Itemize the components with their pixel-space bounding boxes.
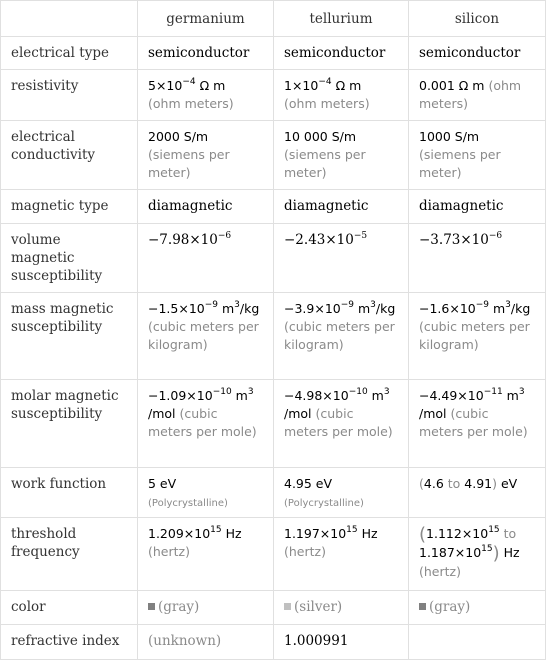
unit-description: (cubic meters per kilogram): [419, 319, 530, 352]
value-exponent: −9: [204, 300, 219, 310]
cell-germanium: [138, 293, 274, 380]
row-label: threshold frequency: [1, 518, 138, 591]
cell-silicon: [409, 518, 546, 591]
value: 4.95 eV: [284, 476, 333, 491]
value: (unknown): [148, 633, 222, 649]
cell-tellurium: 1.000991: [274, 625, 409, 660]
unit-description: (cubic meters per mole): [148, 406, 257, 439]
value-unit: Hz: [221, 526, 242, 541]
value-unit: m: [502, 388, 519, 403]
cell-germanium: [138, 468, 274, 518]
cell-silicon: [409, 591, 546, 625]
value-unit: Ω m: [195, 78, 226, 93]
value-exponent: −6: [488, 231, 503, 241]
value-unit: m: [218, 301, 235, 316]
value-mantissa: −1.5×10: [148, 301, 205, 316]
unit-exponent: 3: [505, 300, 511, 310]
value-exponent: −11: [483, 387, 503, 397]
unit-description: (cubic meters per kilogram): [284, 319, 395, 352]
range-close-paren: ): [492, 543, 500, 564]
cell-tellurium: [274, 591, 409, 625]
cell-silicon: [409, 625, 546, 660]
cell-germanium: [138, 70, 274, 121]
row-label: work function: [1, 468, 138, 518]
value-mantissa: 5×10: [148, 78, 183, 93]
range-separator: to: [443, 476, 465, 491]
range-close-paren: ): [492, 476, 498, 491]
cell-silicon: [409, 224, 546, 293]
value-unit: m: [367, 388, 384, 403]
value: 10 000 S/m: [284, 129, 357, 144]
header-corner: [1, 1, 138, 37]
unit-description: (hertz): [419, 564, 461, 579]
row-label: color: [1, 591, 138, 625]
value-mantissa: −1.6×10: [419, 301, 476, 316]
unit-description: (ohm meters): [284, 96, 370, 111]
range-separator: to: [499, 526, 517, 541]
value-mantissa: 1×10: [284, 78, 319, 93]
cell-tellurium: [274, 121, 409, 190]
unit-description: (hertz): [148, 544, 190, 559]
value-note: (Polycrystalline): [148, 498, 228, 509]
header-row: [1, 1, 546, 37]
cell-silicon: diamagnetic: [409, 190, 546, 224]
value-unit-denominator: /mol: [419, 406, 447, 421]
range-open-paren: (: [419, 476, 424, 491]
row-label: volume magnetic susceptibility: [1, 224, 138, 293]
cell-germanium: diamagnetic: [138, 190, 274, 224]
cell-germanium: [138, 518, 274, 591]
value-unit: m: [231, 388, 248, 403]
header-tellurium: tellurium: [274, 1, 409, 37]
row-electrical-type: [1, 37, 546, 70]
row-label: molar magnetic susceptibility: [1, 380, 138, 468]
color-swatch: [419, 603, 426, 610]
row-molar-magnetic-susceptibility: [1, 380, 546, 468]
row-electrical-conductivity: [1, 121, 546, 190]
value-mantissa: −3.73×10: [419, 232, 489, 248]
cell-silicon: [409, 468, 546, 518]
cell-germanium: semiconductor: [138, 37, 274, 70]
unit-exponent: 3: [518, 387, 525, 397]
unit-description: (ohm meters): [419, 78, 522, 111]
unit-description: (cubic meters per mole): [284, 406, 393, 439]
unit-description: (siemens per meter): [284, 147, 366, 180]
cell-silicon: [409, 121, 546, 190]
unit-exponent: 3: [234, 300, 240, 310]
value: 2000 S/m: [148, 129, 209, 144]
color-name: (gray): [429, 599, 471, 615]
row-label: mass magnetic susceptibility: [1, 293, 138, 380]
value-unit-denominator: /kg: [510, 301, 531, 316]
value: 5 eV: [148, 476, 177, 491]
range-high-mantissa: 1.187×10: [419, 545, 482, 560]
cell-silicon: semiconductor: [409, 37, 546, 70]
cell-silicon: [409, 70, 546, 121]
value-exponent: −9: [475, 300, 490, 310]
row-label: resistivity: [1, 70, 138, 121]
value-unit-denominator: /mol: [148, 406, 176, 421]
value-exponent: 15: [346, 525, 358, 535]
color-name: (gray): [158, 599, 200, 615]
cell-tellurium: [274, 70, 409, 121]
color-swatch: [148, 603, 155, 610]
row-volume-magnetic-susceptibility: [1, 224, 546, 293]
value-unit-denominator: /kg: [375, 301, 396, 316]
cell-tellurium: diamagnetic: [274, 190, 409, 224]
cell-silicon: [409, 380, 546, 468]
header-germanium: germanium: [138, 1, 274, 37]
range-low: 4.6: [423, 476, 444, 491]
unit-exponent: 3: [370, 300, 376, 310]
row-mass-magnetic-susceptibility: [1, 293, 546, 380]
unit-description: (ohm meters): [148, 96, 234, 111]
cell-germanium: [138, 380, 274, 468]
cell-tellurium: [274, 224, 409, 293]
value-exponent: −10: [212, 387, 232, 397]
value-mantissa: 1.209×10: [148, 526, 211, 541]
value-mantissa: −2.43×10: [284, 232, 354, 248]
value-mantissa: −1.09×10: [148, 388, 213, 403]
row-color: [1, 591, 546, 625]
cell-germanium: [138, 224, 274, 293]
cell-tellurium: semiconductor: [274, 37, 409, 70]
unit-description: (siemens per meter): [148, 147, 230, 180]
cell-tellurium: [274, 380, 409, 468]
cell-germanium: [138, 121, 274, 190]
unit-exponent: 3: [383, 387, 390, 397]
color-name: (silver): [294, 599, 343, 615]
value-exponent: −4: [182, 77, 196, 87]
row-label: electrical conductivity: [1, 121, 138, 190]
value-unit: Ω m: [331, 78, 362, 93]
unit-description: (cubic meters per mole): [419, 406, 528, 439]
value-unit: eV: [497, 476, 518, 491]
value-exponent: −6: [217, 231, 232, 241]
row-label: electrical type: [1, 37, 138, 70]
value-unit-denominator: /mol: [284, 406, 312, 421]
range-low-mantissa: 1.112×10: [426, 526, 489, 541]
unit-description: (siemens per meter): [419, 147, 501, 180]
header-silicon: silicon: [409, 1, 546, 37]
value-mantissa: −4.98×10: [284, 388, 349, 403]
range-low-exponent: 15: [488, 525, 500, 535]
value-unit: m: [489, 301, 506, 316]
range-high-exponent: 15: [481, 544, 493, 554]
row-resistivity: [1, 70, 546, 121]
unit-description: (hertz): [284, 544, 326, 559]
cell-tellurium: [274, 293, 409, 380]
row-work-function: [1, 468, 546, 518]
row-magnetic-type: [1, 190, 546, 224]
cell-germanium: [138, 625, 274, 660]
value-exponent: −10: [348, 387, 368, 397]
cell-germanium: [138, 591, 274, 625]
value-exponent: −4: [318, 77, 332, 87]
value-mantissa: 1.197×10: [284, 526, 347, 541]
row-refractive-index: [1, 625, 546, 660]
value-exponent: −5: [353, 231, 368, 241]
value-exponent: −9: [340, 300, 355, 310]
row-label: magnetic type: [1, 190, 138, 224]
value-mantissa: −7.98×10: [148, 232, 218, 248]
value-unit-denominator: /kg: [239, 301, 260, 316]
cell-tellurium: [274, 518, 409, 591]
value-note: (Polycrystalline): [284, 498, 364, 509]
value-unit: Hz: [357, 526, 378, 541]
range-open-paren: (: [419, 524, 427, 545]
value-mantissa: −4.49×10: [419, 388, 484, 403]
range-high: 4.91: [464, 476, 493, 491]
value-unit: m: [354, 301, 371, 316]
value: 1000 S/m: [419, 129, 480, 144]
unit-description: (cubic meters per kilogram): [148, 319, 259, 352]
cell-silicon: [409, 293, 546, 380]
row-label: refractive index: [1, 625, 138, 660]
value-mantissa: −3.9×10: [284, 301, 341, 316]
value-exponent: 15: [210, 525, 222, 535]
unit-exponent: 3: [247, 387, 254, 397]
value: 0.001 Ω m: [419, 78, 485, 93]
value-unit: Hz: [499, 545, 520, 560]
row-threshold-frequency: [1, 518, 546, 591]
cell-tellurium: [274, 468, 409, 518]
color-swatch: [284, 603, 291, 610]
